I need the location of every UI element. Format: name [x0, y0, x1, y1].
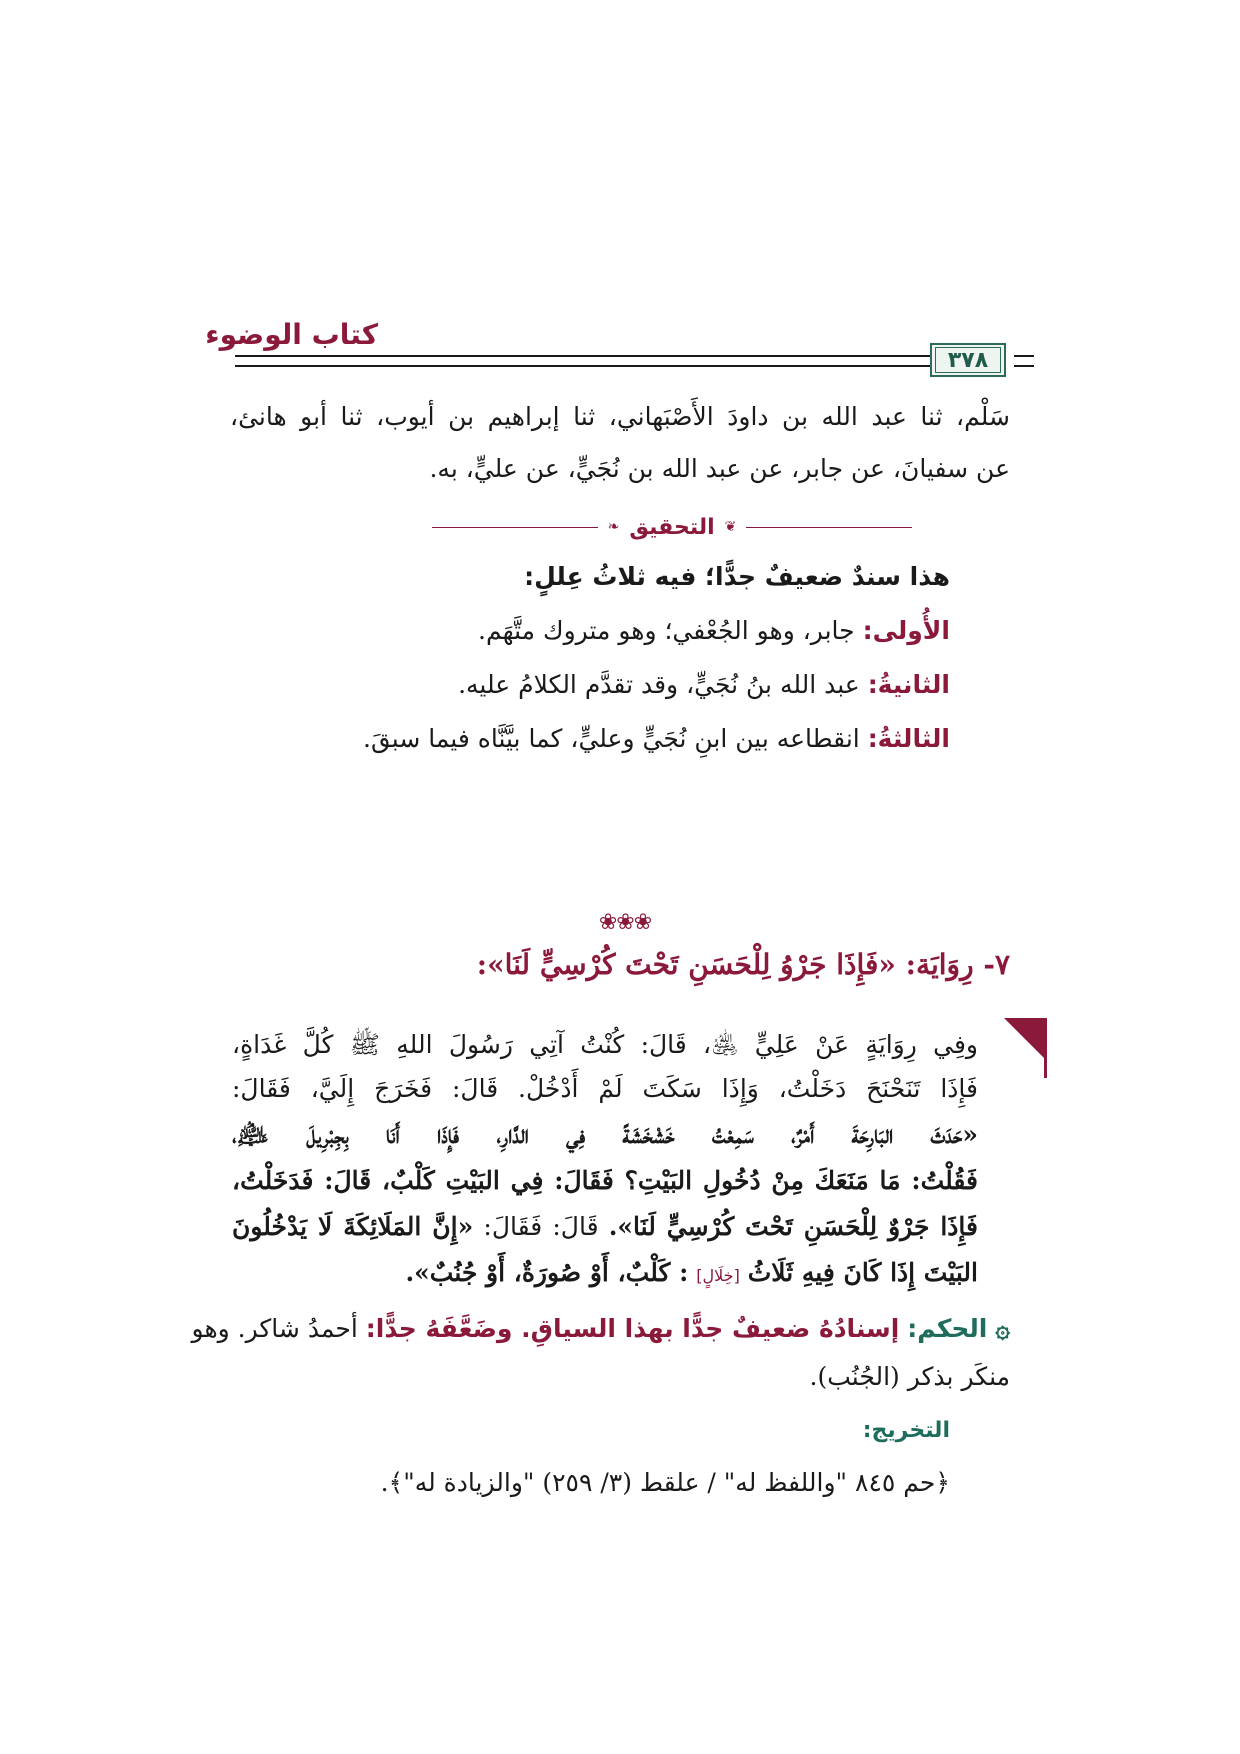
defect-label: الثالثةُ:: [867, 724, 950, 753]
header-rule: [235, 355, 1005, 357]
tahqiq-summary: هذا سندٌ ضعيفٌ جدًّا؛ فيه ثلاثُ عِللٍ:: [524, 562, 950, 591]
takhrij-text: ﴿حم ٨٤٥ "واللفظ له" / علقط (٣/ ٢٥٩) "والزيادة له"﴾.: [380, 1468, 950, 1497]
page-number: ٣٧٨: [935, 347, 1001, 373]
flower-ornament-icon: ❀❀❀: [598, 910, 652, 935]
isnad-line: سَلْم، ثنا عبد الله بن داودَ الأَصْبَهاني، ثنا إبراهيم بن أيوب، ثنا أبو هانئ،: [230, 402, 1010, 431]
defect-label: الثانيةُ:: [867, 670, 950, 699]
ruling-verdict: إسنادُهُ ضعيفٌ جدًّا بهذا السياقِ. وضَعَّفَهُ جدًّا:: [365, 1314, 900, 1343]
addition-marker: [خِلَالٍ]: [696, 1266, 740, 1285]
tahqiq-divider: [432, 512, 912, 542]
hadith-line: فَإِذَا تَنَحْنَحَ دَخَلْتُ، وَإِذَا سَكَتَ لَمْ أَدْخُلْ. قَالَ: فَخَرَجَ إِلَيَّ، فَقَالَ:: [232, 1074, 978, 1103]
page-number-frame: [930, 343, 1006, 377]
divider-rule: [432, 527, 598, 528]
defect-item: [363, 722, 950, 756]
header-rule: [1014, 365, 1034, 367]
corner-mark-icon: [1004, 1018, 1044, 1058]
ruling-line: [191, 1312, 1010, 1346]
defect-text: جابر، وهو الجُعْفي؛ وهو متروك متَّهَم.: [478, 616, 855, 645]
ruling-label: الحكم:: [907, 1314, 988, 1343]
divider-ornament-icon: ❧: [607, 519, 620, 535]
hadith-segment: قَالَ: فَقَالَ:: [483, 1212, 599, 1241]
hadith-line: فَقُلْتُ: مَا مَنَعَكَ مِنْ دُخُولِ البَيْتِ؟ فَقَالَ: فِي البَيْتِ كَلْبٌ، قَالَ: فَدَخَلْتُ،: [232, 1166, 978, 1195]
corner-mark-icon: [1044, 1018, 1047, 1078]
divider-rule: [746, 527, 912, 528]
isnad-line: عن سفيانَ، عن جابر، عن عبد الله بن نُجَيٍّ، عن عليٍّ، به.: [429, 454, 1010, 483]
ruling-text: أحمدُ شاكر. وهو: [191, 1314, 358, 1343]
defect-label: الأُولى:: [862, 616, 950, 645]
defect-text: انقطاعه بين ابنِ نُجَيٍّ وعليٍّ، كما بيَّنَّاه فيما سبقَ.: [363, 724, 860, 753]
hadith-segment: البَيْتَ إِذَا كَانَ فِيهِ ثَلَاثُ: [747, 1258, 978, 1287]
defect-item: [478, 614, 950, 648]
takhrij-label: التخريج:: [862, 1418, 950, 1443]
hadith-segment: : كَلْبٌ، أَوْ صُورَةٌ، أَوْ جُنُبٌ».: [405, 1258, 689, 1287]
tahqiq-label: التحقيق: [629, 514, 715, 540]
hadith-segment: فَإِذَا جَرْوٌ لِلْحَسَنِ تَحْتَ كُرْسِيٍّ لَنَا».: [608, 1212, 978, 1241]
ruling-line: منكَر بذكر (الجُنُب).: [809, 1362, 1010, 1391]
ruling-icon: ۞: [995, 1314, 1010, 1343]
divider-ornament-icon: ❦: [724, 519, 737, 535]
section-heading: ٧- رِوَايَة: «فَإِذَا جَرْوُ لِلْحَسَنِ تَحْتَ كُرْسِيٍّ لَنَا»:: [476, 948, 1010, 981]
hadith-segment: «إِنَّ المَلَائِكَةَ لَا يَدْخُلُونَ: [232, 1212, 474, 1241]
defect-item: [458, 668, 950, 702]
hadith-line: [405, 1256, 978, 1293]
defect-text: عبد الله بنُ نُجَيٍّ، وقد تقدَّم الكلامُ عليه.: [458, 670, 860, 699]
hadith-line: «حَدَثَ البَارِحَةَ أَمْرٌ، سَمِعْتُ خَشْخَشَةً فِي الدَّارِ، فَإِذَا أَنَا بِجِبْرِيلَ ﵇،: [232, 1120, 978, 1149]
hadith-line: وفِي رِوَايَةٍ عَنْ عَلِيٍّ ﵁، قَالَ: كُنْتُ آتِي رَسُولَ اللهِ ﷺ كُلَّ غَدَاةٍ،: [232, 1030, 978, 1059]
hadith-line: [232, 1210, 978, 1244]
book-title: كتاب الوضوء: [205, 318, 378, 351]
header-rule: [235, 365, 1005, 367]
header-rule: [1014, 355, 1034, 357]
